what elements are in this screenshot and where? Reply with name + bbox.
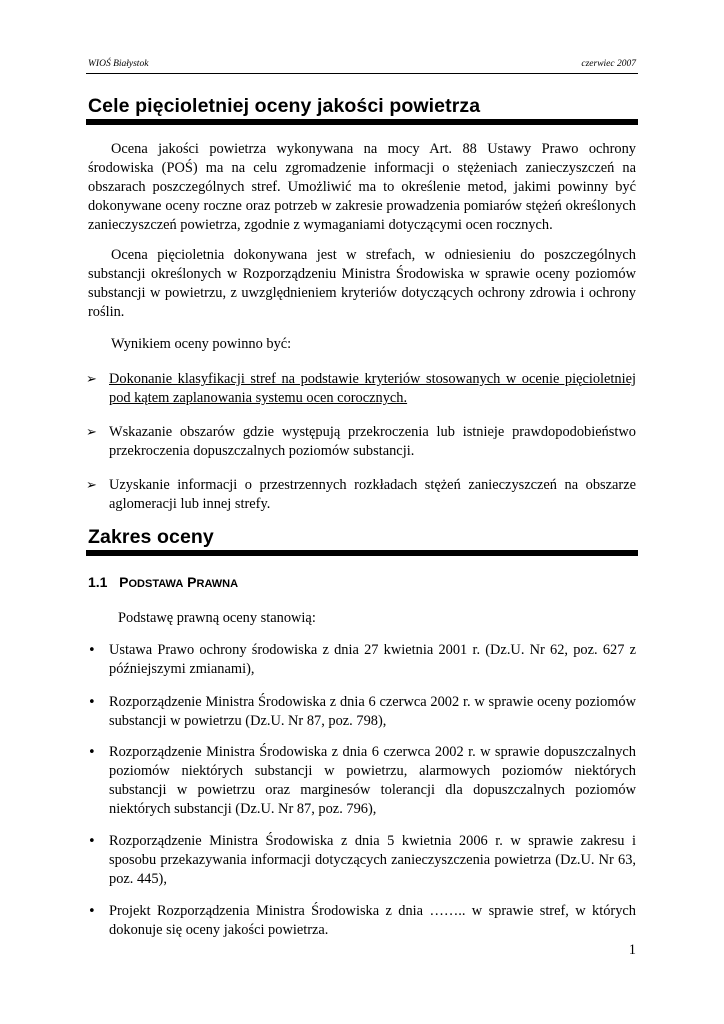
subsection-title bbox=[88, 574, 238, 590]
paragraph: Podstawę prawną oceny stanowią: bbox=[118, 610, 316, 626]
paragraph: Ocena pięcioletnia dokonywana jest w strefach, w odniesieniu do poszczególnych substancji określonych w Rozporządzeniu Ministra Środowiska w sprawie oceny poziomów substancji w powietrzu, z uwzględnieniem kryteriów dotyczących ochrony zdrowia i ochrony roślin. bbox=[88, 247, 636, 320]
header-right: czerwiec 2007 bbox=[581, 59, 636, 69]
subsection-title-letter: P bbox=[187, 574, 197, 590]
paragraph: Wynikiem oceny powinno być: bbox=[111, 336, 292, 352]
list-item bbox=[86, 476, 636, 514]
list-item-text: Ustawa Prawo ochrony środowiska z dnia 27 kwietnia 2001 r. (Dz.U. Nr 62, poz. 627 z późniejszymi zmianami), bbox=[109, 642, 636, 677]
page-header bbox=[88, 59, 636, 69]
page-number: 1 bbox=[628, 942, 636, 958]
section-title-rule bbox=[86, 550, 638, 556]
list-item-text: Projekt Rozporządzenia Ministra Środowiska z dnia …….. w sprawie stref, w których dokonuje się oceny jakości powietrza. bbox=[109, 903, 636, 938]
arrow-bullet-icon: ➢ bbox=[86, 478, 97, 493]
paragraph: Ocena jakości powietrza wykonywana na mocy Art. 88 Ustawy Prawo ochrony środowiska (POŚ) ma na celu zgromadzenie informacji o stężeniach zanieczyszczeń na obszarach poszczególnych stref. Umożliwić ma to określenie metod, jakimi powinny być dokonywane oceny roczne oraz potrzeb w zakresie prowadzenia pomiarów stężeń określonych zanieczyszczeń powietrza, zgodnie z wymaganiami dotyczącymi ocen rocznych. bbox=[88, 141, 636, 233]
subsection-number: 1.1 bbox=[88, 574, 108, 590]
list-item-text: Dokonanie klasyfikacji stref na podstawie kryteriów stosowanych w ocenie pięcioletniej pod kątem zaplanowania systemu ocen corocznych. bbox=[109, 371, 636, 406]
bullet-icon: • bbox=[88, 643, 96, 658]
list-item bbox=[86, 743, 636, 819]
list-item-text: Rozporządzenie Ministra Środowiska z dnia 6 czerwca 2002 r. w sprawie dopuszczalnych poziomów niektórych substancji w powietrzu, alarmowych poziomów niektórych substancji w powietrzu oraz marginesów tolerancji dla dopuszczalnych poziomów niektórych substancji (Dz.U. Nr 87, poz. 796), bbox=[109, 744, 636, 817]
arrow-bullet-icon: ➢ bbox=[86, 372, 97, 387]
list-item bbox=[86, 641, 636, 679]
header-divider bbox=[86, 73, 638, 74]
bullet-icon: • bbox=[88, 834, 96, 849]
bullet-icon: • bbox=[88, 904, 96, 919]
list-item-text: Wskazanie obszarów gdzie występują przekroczenia lub istnieje prawdopodobieństwo przekroczenia dopuszczalnych poziomów substancji. bbox=[109, 424, 636, 459]
subsection-title-part: ODSTAWA bbox=[128, 578, 184, 590]
list-item bbox=[86, 693, 636, 731]
arrow-bullet-icon: ➢ bbox=[86, 425, 97, 440]
subsection-title-letter: P bbox=[119, 574, 129, 590]
header-left: WIOŚ Białystok bbox=[88, 59, 149, 69]
list-item bbox=[86, 370, 636, 408]
list-item bbox=[86, 423, 636, 461]
section-title-scope: Zakres oceny bbox=[88, 526, 214, 548]
list-item-text: Rozporządzenie Ministra Środowiska z dnia 5 kwietnia 2006 r. w sprawie zakresu i sposobu przekazywania informacji dotyczących zanieczyszczenia powietrza (Dz.U. Nr 63, poz. 445), bbox=[109, 833, 636, 887]
bullet-icon: • bbox=[88, 745, 96, 760]
list-item-text: Uzyskanie informacji o przestrzennych rozkładach stężeń zanieczyszczeń na obszarze aglomeracji lub innej strefy. bbox=[109, 477, 636, 512]
section-title-goals: Cele pięcioletniej oceny jakości powietrza bbox=[88, 95, 481, 117]
list-item-text: Rozporządzenie Ministra Środowiska z dnia 6 czerwca 2002 r. w sprawie oceny poziomów substancji w powietrzu (Dz.U. Nr 87, poz. 798), bbox=[109, 694, 636, 729]
bullet-icon: • bbox=[88, 695, 96, 710]
list-item bbox=[86, 902, 636, 940]
list-item bbox=[86, 832, 636, 889]
subsection-title-part: RAWNA bbox=[196, 578, 239, 590]
section-title-rule bbox=[86, 119, 638, 125]
